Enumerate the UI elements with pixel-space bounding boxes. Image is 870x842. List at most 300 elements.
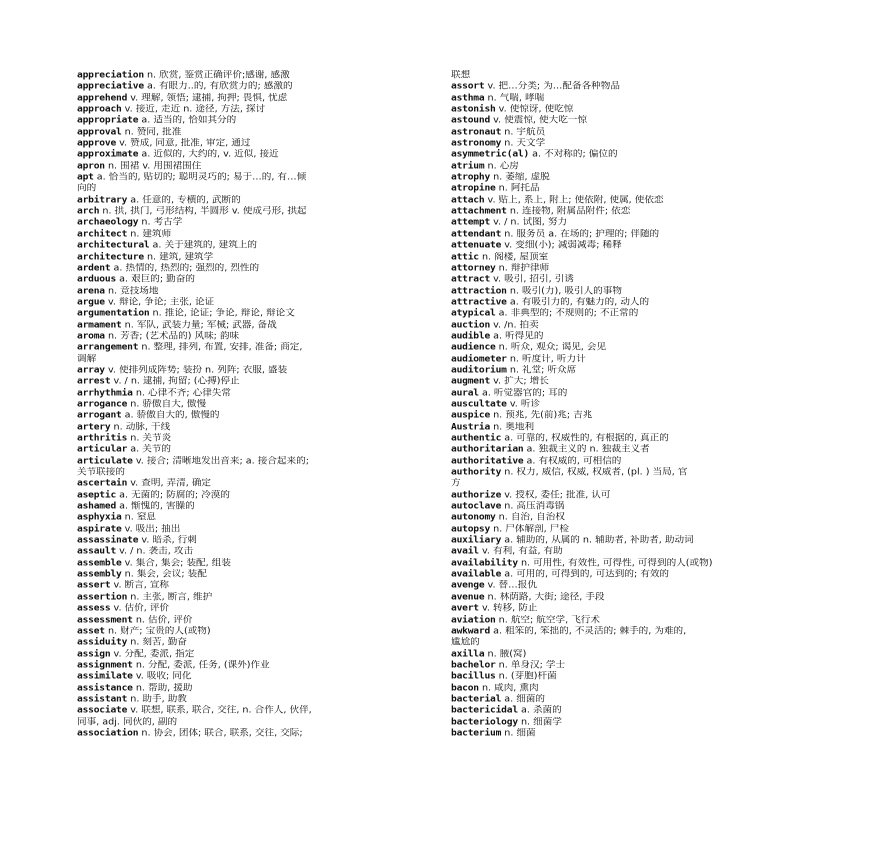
headword: argumentation — [77, 308, 150, 319]
headword: appropriate — [77, 115, 139, 126]
right-column — [451, 70, 776, 739]
headword: articulate — [77, 455, 133, 467]
definition: a. 任意的, 专横的, 武断的 — [127, 194, 241, 206]
definition: v. 理解, 领悟; 逮捕, 拘押; 畏惧, 忧虑 — [127, 92, 288, 104]
entry-line — [77, 240, 402, 251]
entry-line — [451, 172, 776, 183]
definition: v. / n. 试图, 努力 — [490, 217, 568, 229]
definition: a. 细菌的 — [501, 693, 545, 705]
definition: a. 恰当的, 贴切的; 聪明灵巧的; 易于…的, 有…倾 — [93, 172, 307, 183]
headword: approximate — [77, 149, 139, 160]
headword: authoritative — [451, 455, 524, 467]
headword: architecture — [77, 251, 144, 263]
headword: arena — [77, 285, 105, 297]
definition: n. 咸肉, 熏肉 — [478, 682, 539, 694]
headword: arthritis — [77, 433, 128, 444]
definition: v. 替…报仇 — [484, 580, 537, 592]
headword: arch — [77, 206, 100, 217]
definition: n. 整理, 排列, 布置, 安排, 准备; 商定, — [138, 342, 303, 353]
definition: n. 预兆, 先(前)兆; 吉兆 — [490, 410, 593, 421]
headword: attract — [451, 274, 491, 285]
headword: assessment — [77, 614, 133, 626]
entry-line — [451, 626, 776, 637]
entry-line — [451, 603, 776, 614]
definition: n. 帮助, 援助 — [132, 682, 193, 694]
headword: audible — [451, 330, 491, 342]
headword: assemble — [77, 557, 122, 569]
definition: n. 围裙 v. 用围裙围住 — [104, 160, 202, 172]
definition: v. 吸出; 抽出 — [121, 523, 181, 535]
entry-line — [77, 252, 402, 263]
definition: a. 艰巨的; 勤奋的 — [116, 274, 195, 285]
headword: arrogant — [77, 410, 122, 421]
headword: audiometer — [451, 353, 507, 365]
entry-line — [451, 70, 776, 81]
definition: v. 估价, 评价 — [110, 603, 170, 614]
headword: arduous — [77, 274, 117, 285]
definition: n. 辩护律师 — [495, 262, 550, 274]
definition: v. 接合; 清晰地发出音来; a. 接合起来的; — [132, 455, 309, 467]
headword: bactericidal — [451, 705, 518, 716]
entry-line — [451, 444, 776, 455]
definition: a. 有眼力..的, 有欣赏力的; 感激的 — [143, 81, 293, 92]
headword: autoclave — [451, 501, 502, 512]
headword: aseptic — [77, 489, 117, 501]
entry-line — [451, 478, 776, 489]
entry-line — [77, 297, 402, 308]
entry-line — [451, 183, 776, 194]
entry-line — [77, 444, 402, 455]
definition: n. 建筑师 — [127, 228, 172, 240]
definition: a. 可靠的, 权威性的, 有根据的, 真正的 — [501, 433, 669, 444]
definition: v. /n. 拍卖 — [490, 319, 539, 331]
entry-line — [77, 172, 402, 183]
headword: arrest — [77, 376, 111, 387]
entry-line — [77, 320, 402, 331]
definition: n. 主张, 断言, 维护 — [127, 591, 213, 603]
headword: approval — [77, 126, 122, 138]
definition: n. 奥地利 — [490, 421, 535, 433]
headword: approve — [77, 138, 117, 149]
entry-line — [77, 660, 402, 671]
headword: attraction — [451, 285, 507, 297]
headword: assistant — [77, 693, 128, 705]
definition: n. 萎缩, 虚脱 — [490, 172, 550, 183]
entry-line — [77, 263, 402, 274]
definition: a. 关于建筑的, 建筑上的 — [149, 240, 257, 251]
headword: articular — [77, 444, 128, 455]
definition: n. 欣赏, 鉴赏正确评价;感谢, 感激 — [143, 70, 290, 81]
definition: 向的 — [77, 183, 97, 194]
definition: v. 授权, 委任; 批准, 认可 — [501, 489, 611, 501]
entry-line — [77, 229, 402, 240]
definition: n. 阁楼, 屋顶室 — [478, 251, 549, 263]
headword: array — [77, 364, 105, 376]
definition: v. 吸收; 同化 — [132, 671, 192, 682]
definition: n. 赞同, 批准 — [121, 126, 182, 138]
headword: artery — [77, 421, 111, 433]
entry-line — [77, 104, 402, 115]
definition: n. 竞技场地 — [104, 285, 159, 297]
entry-line — [77, 388, 402, 399]
entry-line — [77, 217, 402, 228]
headword: attorney — [451, 262, 496, 274]
definition: n. 可用性, 有效性, 可得性, 可得到的人(或物) — [517, 557, 713, 569]
entry-line — [451, 580, 776, 591]
headword: apt — [77, 172, 94, 183]
definition: a. 不对称的; 偏位的 — [529, 149, 618, 160]
headword: assort — [451, 81, 485, 92]
entry-line — [77, 308, 402, 319]
definition: n. 自治, 自治权 — [495, 512, 565, 523]
headword: aspirate — [77, 523, 122, 535]
headword: assert — [77, 580, 111, 592]
headword: ardent — [77, 262, 111, 274]
entry-line — [77, 546, 402, 557]
headword: assassinate — [77, 535, 139, 546]
definition: 调解 — [77, 353, 97, 365]
headword: auction — [451, 319, 491, 331]
headword: autonomy — [451, 512, 496, 523]
definition: n. 建筑, 建筑学 — [143, 251, 214, 263]
definition: n. 窒息 — [121, 512, 157, 523]
definition: v. 吸引, 招引, 引诱 — [490, 274, 574, 285]
headword: attempt — [451, 217, 491, 229]
headword: assembly — [77, 569, 122, 580]
headword: asymmetric(al) — [451, 149, 530, 160]
entry-line — [451, 501, 776, 512]
definition: n. 拱, 拱门, 弓形结构, 半圆形 v. 使成弓形, 拱起 — [99, 206, 307, 217]
entry-line — [451, 467, 776, 478]
entry-line — [451, 161, 776, 172]
definition: a. 非典型的; 不规则的; 不正常的 — [495, 308, 639, 319]
left-column — [77, 70, 402, 739]
entry-line — [77, 490, 402, 501]
definition: a. 听得见的 — [490, 330, 544, 342]
entry-line — [451, 705, 776, 716]
definition: a. 骄傲自大的, 傲慢的 — [121, 410, 220, 421]
headword: appreciation — [77, 70, 144, 81]
entry-line — [451, 512, 776, 523]
entry-line — [451, 728, 776, 739]
definition: n. 骄傲自大, 傲慢 — [127, 398, 207, 410]
definition: 同事, adj. 同伙的, 副的 — [77, 716, 178, 728]
entry-line — [451, 308, 776, 319]
entry-line — [77, 81, 402, 92]
definition: n. 宇航员 — [501, 126, 546, 138]
entry-line — [451, 683, 776, 694]
entry-line — [451, 569, 776, 580]
entry-line — [77, 70, 402, 81]
headword: bacterium — [451, 727, 502, 739]
headword: authentic — [451, 433, 502, 444]
entry-line — [451, 297, 776, 308]
entry-line — [451, 240, 776, 251]
definition: a. 有权威的, 可相信的 — [523, 455, 622, 467]
entry-line — [77, 524, 402, 535]
entry-line — [77, 410, 402, 421]
headword: augment — [451, 376, 491, 387]
entry-line — [451, 229, 776, 240]
headword: apron — [77, 160, 105, 172]
headword: aroma — [77, 330, 105, 342]
entry-line — [451, 195, 776, 206]
definition: v. 集合, 集会; 装配, 组装 — [121, 557, 231, 569]
headword: auscultate — [451, 398, 507, 410]
headword: auxiliary — [451, 535, 502, 546]
entry-line — [451, 524, 776, 535]
definition: n. 考古学 — [138, 217, 183, 229]
entry-line — [77, 365, 402, 376]
entry-line — [77, 149, 402, 160]
entry-line — [451, 365, 776, 376]
entry-line — [451, 115, 776, 126]
entry-line — [77, 603, 402, 614]
headword: arbitrary — [77, 194, 128, 206]
headword: audience — [451, 342, 496, 353]
entry-line — [451, 127, 776, 138]
headword: bacillus — [451, 671, 496, 682]
headword: apprehend — [77, 92, 128, 104]
definition: v. 接近, 走近 n. 途径, 方法, 探讨 — [121, 104, 266, 115]
headword: association — [77, 727, 139, 739]
entry-line — [77, 376, 402, 387]
definition: a. 粗笨的, 笨拙的, 不灵活的; 棘手的, 为难的, — [490, 625, 687, 637]
entry-line — [77, 161, 402, 172]
headword: authoritarian — [451, 444, 524, 455]
definition: a. 关节的 — [127, 444, 171, 455]
headword: assistance — [77, 682, 133, 694]
definition: v. 使惊讶, 使吃惊 — [495, 104, 574, 115]
entry-line — [451, 546, 776, 557]
definition: v. 辩论, 争论; 主张, 论证 — [104, 296, 215, 308]
definition: n. 心房 — [484, 160, 519, 172]
definition: n. 集会, 会议; 装配 — [121, 569, 207, 580]
headword: archaeology — [77, 217, 139, 229]
headword: autopsy — [451, 523, 491, 535]
entry-line — [77, 592, 402, 603]
headword: ashamed — [77, 501, 117, 512]
headword: avail — [451, 546, 479, 557]
headword: awkward — [451, 625, 491, 637]
definition: n. 细菌 — [501, 727, 536, 739]
definition: n. 估价, 评价 — [132, 614, 193, 626]
headword: atropine — [451, 183, 496, 194]
headword: atypical — [451, 308, 496, 319]
definition: n. 听众, 观众; 谒见, 会见 — [495, 342, 607, 353]
headword: aural — [451, 387, 479, 399]
entry-line — [77, 354, 402, 365]
definition: v. 暗杀, 行刺 — [138, 535, 197, 546]
entry-line — [77, 93, 402, 104]
entry-line — [77, 195, 402, 206]
headword: assign — [77, 648, 111, 660]
entry-line — [451, 558, 776, 569]
headword: avenue — [451, 591, 485, 603]
headword: bachelor — [451, 659, 496, 671]
entry-line — [77, 683, 402, 694]
definition: n. 关节炎 — [127, 433, 172, 444]
headword: astronomy — [451, 138, 502, 149]
headword: associate — [77, 705, 128, 716]
entry-line — [451, 649, 776, 660]
headword: assimilate — [77, 671, 133, 682]
entry-line — [77, 615, 402, 626]
definition: v. 听诊 — [506, 398, 541, 410]
entry-line — [451, 138, 776, 149]
entry-line — [451, 320, 776, 331]
headword: ascertain — [77, 478, 128, 489]
headword: asset — [77, 625, 105, 637]
headword: attachment — [451, 206, 507, 217]
entry-line — [451, 81, 776, 92]
entry-line — [77, 422, 402, 433]
definition: n. 尸体解剖, 尸检 — [490, 523, 569, 535]
definition: n. 推论, 论证; 争论, 辩论, 辩论文 — [149, 308, 295, 319]
entry-line — [77, 501, 402, 512]
headword: assiduity — [77, 637, 128, 648]
headword: arrhythmia — [77, 387, 133, 399]
headword: bacon — [451, 682, 479, 694]
entry-line — [77, 331, 402, 342]
entry-line — [451, 399, 776, 410]
headword: armament — [77, 319, 122, 331]
entry-line — [451, 717, 776, 728]
definition: n. 动脉, 干线 — [110, 421, 171, 433]
headword: architectural — [77, 240, 150, 251]
definition: a. 无菌的; 防腐的; 冷漠的 — [116, 489, 230, 501]
headword: argue — [77, 296, 105, 308]
entry-line — [451, 490, 776, 501]
definition: v. 贴上, 系上, 附上; 使依附, 使属, 使依恋 — [484, 194, 664, 206]
definition: a. 惭愧的, 害臊的 — [116, 501, 195, 512]
headword: arrogance — [77, 398, 128, 410]
headword: availability — [451, 557, 518, 569]
definition: n. (芽胞)杆菌 — [495, 671, 557, 682]
definition: a. 辅助的, 从属的 n. 辅助者, 补助者, 助动词 — [501, 535, 694, 546]
headword: assault — [77, 546, 117, 557]
entry-line — [77, 127, 402, 138]
definition: v. / n. 逮捕, 拘留; (心搏)停止 — [110, 376, 240, 387]
entry-line — [451, 286, 776, 297]
definition: n. 单身汉; 学士 — [495, 659, 566, 671]
entry-line — [451, 354, 776, 365]
definition: n. 芳香; (艺术品的) 风味; 韵味 — [104, 330, 240, 342]
entry-line — [77, 671, 402, 682]
definition: n. 礼堂; 听众席 — [506, 364, 577, 376]
definition: n. 吸引(力), 吸引人的事物 — [506, 285, 622, 297]
entry-line — [451, 149, 776, 160]
entry-line — [77, 535, 402, 546]
definition: n. 财产; 宝贵的人(或物) — [104, 625, 211, 637]
headword: authorize — [451, 489, 502, 501]
definition: v. 使震惊, 使大吃一惊 — [490, 115, 587, 126]
definition: a. 听觉器官的; 耳的 — [478, 387, 568, 399]
definition: v. 有利, 有益, 有助 — [478, 546, 563, 557]
entry-line — [451, 104, 776, 115]
entry-line — [451, 433, 776, 444]
definition: 联想 — [451, 70, 471, 81]
headword: bacteriology — [451, 716, 518, 728]
entry-line — [451, 217, 776, 228]
entry-line — [77, 637, 402, 648]
entry-line — [77, 694, 402, 705]
headword: atrophy — [451, 172, 491, 183]
headword: assess — [77, 603, 111, 614]
definition: v. 变细(小); 减弱减毒; 稀释 — [501, 240, 622, 251]
headword: astonish — [451, 104, 496, 115]
entry-line — [451, 342, 776, 353]
definition: n. 协会, 团体; 联合, 联系, 交往, 交际; — [138, 727, 303, 739]
headword: avert — [451, 603, 479, 614]
entry-line — [77, 138, 402, 149]
definition: 关节联接的 — [77, 467, 125, 478]
entry-line — [77, 115, 402, 126]
entry-line — [77, 183, 402, 194]
definition: n. 军队, 武装力量; 军械; 武器, 备战 — [121, 319, 277, 331]
entry-line — [451, 592, 776, 603]
definition: n. 听度计, 听力计 — [506, 353, 586, 365]
definition: a. 杀菌的 — [517, 705, 562, 716]
definition: 方 — [451, 478, 461, 489]
entry-line — [77, 717, 402, 728]
entry-line — [77, 580, 402, 591]
definition: v. 联想, 联系, 联合, 交往, n. 合作人, 伙伴, — [127, 705, 312, 716]
definition: n. 阿托品 — [495, 183, 540, 194]
definition: n. 航空; 航空学, 飞行术 — [495, 614, 600, 626]
definition: n. 腋(窝) — [484, 648, 527, 660]
definition: v. 转移, 防止 — [478, 603, 538, 614]
definition: n. 分配, 委派, 任务, (课外)作业 — [132, 659, 270, 671]
definition: 尴尬的 — [451, 637, 480, 648]
headword: attach — [451, 194, 485, 206]
headword: Austria — [451, 421, 491, 433]
definition: a. 可用的, 可得到的, 可达到的; 有效的 — [501, 569, 670, 580]
definition: n. 助手, 助教 — [127, 693, 187, 705]
definition: v. 断言, 宣称 — [110, 580, 170, 592]
headword: arrangement — [77, 342, 139, 353]
definition: v. 使排列成阵势; 装扮 n. 列阵; 衣服, 盛装 — [104, 364, 288, 376]
definition: a. 近似的, 大约的, v. 近似, 接近 — [138, 149, 279, 160]
definition: n. 连接物, 附属品附件; 依恋 — [506, 206, 631, 217]
entry-line — [77, 626, 402, 637]
headword: attic — [451, 251, 479, 263]
definition: n. 天文学 — [501, 138, 546, 149]
headword: architect — [77, 228, 128, 240]
definition: v. 赞成, 同意, 批准, 审定, 通过 — [116, 138, 251, 149]
entry-line — [77, 467, 402, 478]
entry-line — [451, 206, 776, 217]
definition: a. 有吸引力的, 有魅力的, 动人的 — [506, 296, 650, 308]
entry-line — [77, 342, 402, 353]
entry-line — [77, 728, 402, 739]
headword: axilla — [451, 648, 485, 660]
headword: appreciative — [77, 81, 144, 92]
entry-line — [77, 274, 402, 285]
entry-line — [77, 649, 402, 660]
definition: v. 分配, 委派, 指定 — [110, 648, 195, 660]
headword: assignment — [77, 659, 133, 671]
entry-line — [451, 694, 776, 705]
definition: n. 刻苦, 勤奋 — [127, 637, 187, 648]
headword: approach — [77, 104, 122, 115]
headword: avenge — [451, 580, 485, 592]
headword: asthma — [451, 92, 485, 104]
headword: auspice — [451, 410, 491, 421]
entry-line — [451, 252, 776, 263]
headword: available — [451, 569, 502, 580]
headword: atrium — [451, 160, 485, 172]
